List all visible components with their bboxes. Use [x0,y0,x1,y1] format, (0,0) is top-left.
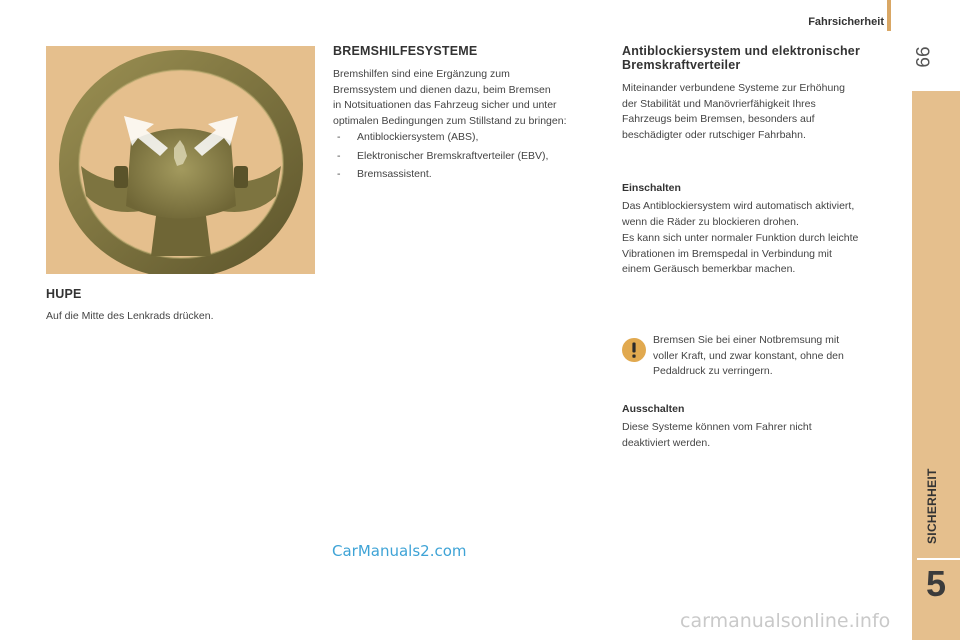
text-line: einem Geräusch bemerkbar machen. [622,263,796,275]
dash-bullet: - [337,149,341,162]
activation-heading: Einschalten [622,182,681,194]
brake-systems-heading: BREMSHILFESYSTEME [333,44,478,58]
exclamation-warning-icon [622,338,646,362]
activation-text-1 [622,199,902,230]
deactivation-text [622,420,902,451]
abs-heading-line: Bremskraftverteiler [622,58,741,72]
steering-wheel-horn-illustration [46,46,315,274]
deactivation-heading: Ausschalten [622,403,685,415]
watermark-link[interactable]: CarManuals2.com [332,542,467,560]
dash-bullet: - [337,131,341,143]
chapter-label: SICHERHEIT [925,468,939,544]
list-item-text: Antiblockiersystem (ABS), [357,131,479,143]
brake-systems-intro [333,67,613,129]
page-number: 99 [911,46,932,68]
text-line: deaktiviert werden. [622,436,711,449]
list-item-text: Bremsassistent. [357,168,432,180]
dash-bullet: - [337,168,341,180]
chapter-divider [917,558,960,560]
steering-wheel-figure [46,46,315,274]
horn-text: Auf die Mitte des Lenkrads drücken. [46,310,214,322]
text-line: Miteinander verbundene Systeme zur Erhöhung [622,82,845,94]
chapter-number: 5 [925,563,947,604]
list-item [333,167,613,183]
list-item [333,130,613,146]
text-line: Bremsen Sie bei einer Notbremsung mit [653,334,840,346]
horn-heading: HUPE [46,287,82,301]
list-item [333,149,613,165]
text-line: beschädigter oder rutschiger Fahrbahn. [622,128,806,141]
watermark-footer: carmanualsonline.info [680,610,891,632]
text-line: Pedaldruck zu verringern. [653,365,773,377]
activation-text-2 [622,231,902,278]
abs-heading [622,44,902,72]
text-line: Diese Systeme können vom Fahrer nicht [622,421,812,433]
warning-text [653,333,893,380]
text-line: Bremshilfen sind eine Ergänzung zum [333,68,510,80]
text-line: Vibrationen im Bremspedal in Verbindung mit [622,247,832,260]
text-line: Das Antiblockiersystem wird automatisch aktiviert, [622,200,855,212]
brake-systems-list [333,130,613,186]
header-accent-bar [887,0,891,31]
text-line: Es kann sich unter normaler Funktion durch leichte [622,232,859,244]
section-title: Fahrsicherheit [808,16,884,28]
text-line: optimalen Bedingungen zum Stillstand zu bringen: [333,114,567,127]
text-line: wenn die Räder zu blockieren drohen. [622,215,799,228]
text-line: der Stabilität und Manövrierfähigkeit Ihres [622,97,816,110]
text-line: voller Kraft, und zwar konstant, ohne den [653,349,844,362]
abs-intro [622,81,902,143]
text-line: Fahrzeugs beim Bremsen, besonders auf [622,113,815,125]
text-line: Bremssystem und dienen dazu, beim Bremsen [333,83,551,96]
abs-heading-line: Antiblockiersystem und elektronischer [622,44,861,58]
text-line: in Notsituationen das Fahrzeug sicher und unter [333,99,557,111]
list-item-text: Elektronischer Bremskraftverteiler (EBV), [357,149,549,162]
